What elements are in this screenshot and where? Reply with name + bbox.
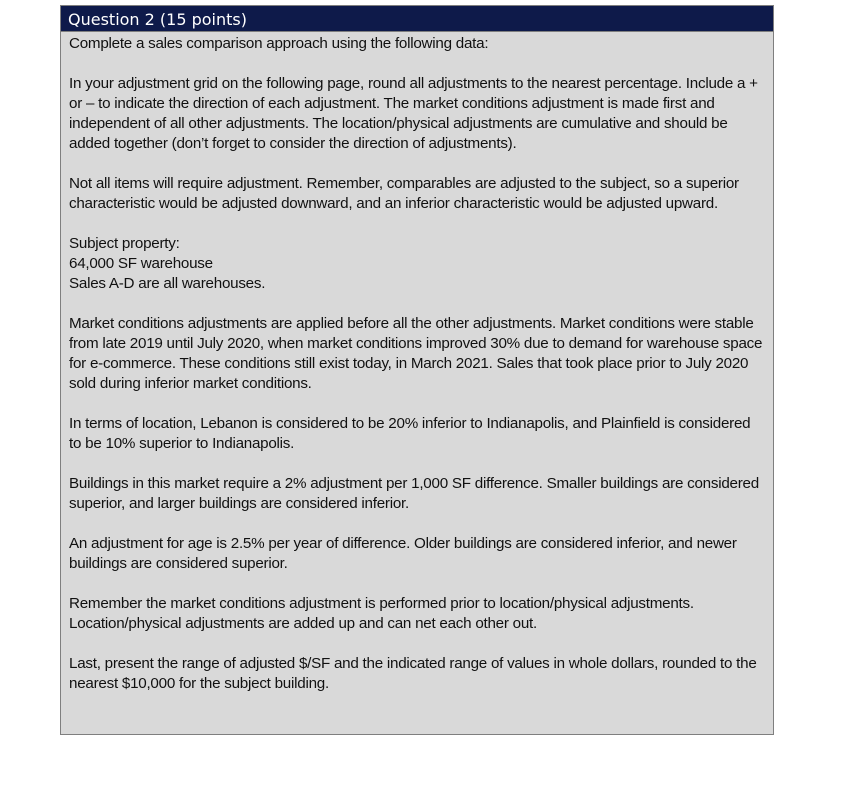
text-line: Location/physical adjustments are added up and can net each other out.	[69, 615, 537, 632]
text-line: In terms of location, Lebanon is considered to be 20% inferior to Indianapolis, and Plainfield is considered	[69, 415, 751, 432]
text-line: added together (don’t forget to consider the direction of adjustments).	[69, 135, 517, 152]
paragraph-market-conditions	[69, 314, 765, 394]
text-line: sold during inferior market conditions.	[69, 375, 312, 392]
text-line: Remember the market conditions adjustment is performed prior to location/physical adjustments.	[69, 595, 694, 612]
paragraph-final-range	[69, 654, 765, 694]
text-line: to be 10% superior to Indianapolis.	[69, 435, 295, 452]
text-line: Not all items will require adjustment. Remember, comparables are adjusted to the subject, so a superior	[69, 175, 739, 192]
question-body	[61, 32, 773, 694]
question-title: Question 2 (15 points)	[61, 6, 773, 32]
text-line: buildings are considered superior.	[69, 555, 288, 572]
text-line: 64,000 SF warehouse	[69, 255, 213, 272]
text-line: from late 2019 until July 2020, when market conditions improved 30% due to demand for warehouse space	[69, 335, 763, 352]
text-line: or – to indicate the direction of each adjustment. The market conditions adjustment is made first and	[69, 95, 715, 112]
paragraph-age	[69, 534, 765, 574]
text-line: Sales A-D are all warehouses.	[69, 275, 266, 292]
question-panel	[60, 5, 774, 735]
text-line: Last, present the range of adjusted $/SF and the indicated range of values in whole dollars, rounded to the	[69, 655, 757, 672]
paragraph-reminder	[69, 594, 765, 634]
text-line: independent of all other adjustments. The location/physical adjustments are cumulative and should be	[69, 115, 728, 132]
paragraph-adjustment-direction	[69, 174, 765, 214]
text-line: for e-commerce. These conditions still exist today, in March 2021. Sales that took place prior to July 2020	[69, 355, 749, 372]
text-line: Market conditions adjustments are applied before all the other adjustments. Market conditions were stable	[69, 315, 754, 332]
paragraph-subject-property	[69, 234, 765, 294]
text-line: An adjustment for age is 2.5% per year of difference. Older buildings are considered inferior, and newer	[69, 535, 737, 552]
text-line: Subject property:	[69, 235, 180, 252]
text-line: nearest $10,000 for the subject building.	[69, 675, 329, 692]
text-line: Buildings in this market require a 2% adjustment per 1,000 SF difference. Smaller buildings are considered	[69, 475, 759, 492]
text-line: In your adjustment grid on the following page, round all adjustments to the nearest percentage. Include a +	[69, 75, 758, 92]
text-line: characteristic would be adjusted downward, and an inferior characteristic would be adjusted upward.	[69, 195, 718, 212]
paragraph-location	[69, 414, 765, 454]
text-line: superior, and larger buildings are considered inferior.	[69, 495, 409, 512]
paragraph-adjustment-grid	[69, 74, 765, 154]
paragraph-building-size	[69, 474, 765, 514]
intro-line: Complete a sales comparison approach using the following data:	[69, 35, 489, 52]
